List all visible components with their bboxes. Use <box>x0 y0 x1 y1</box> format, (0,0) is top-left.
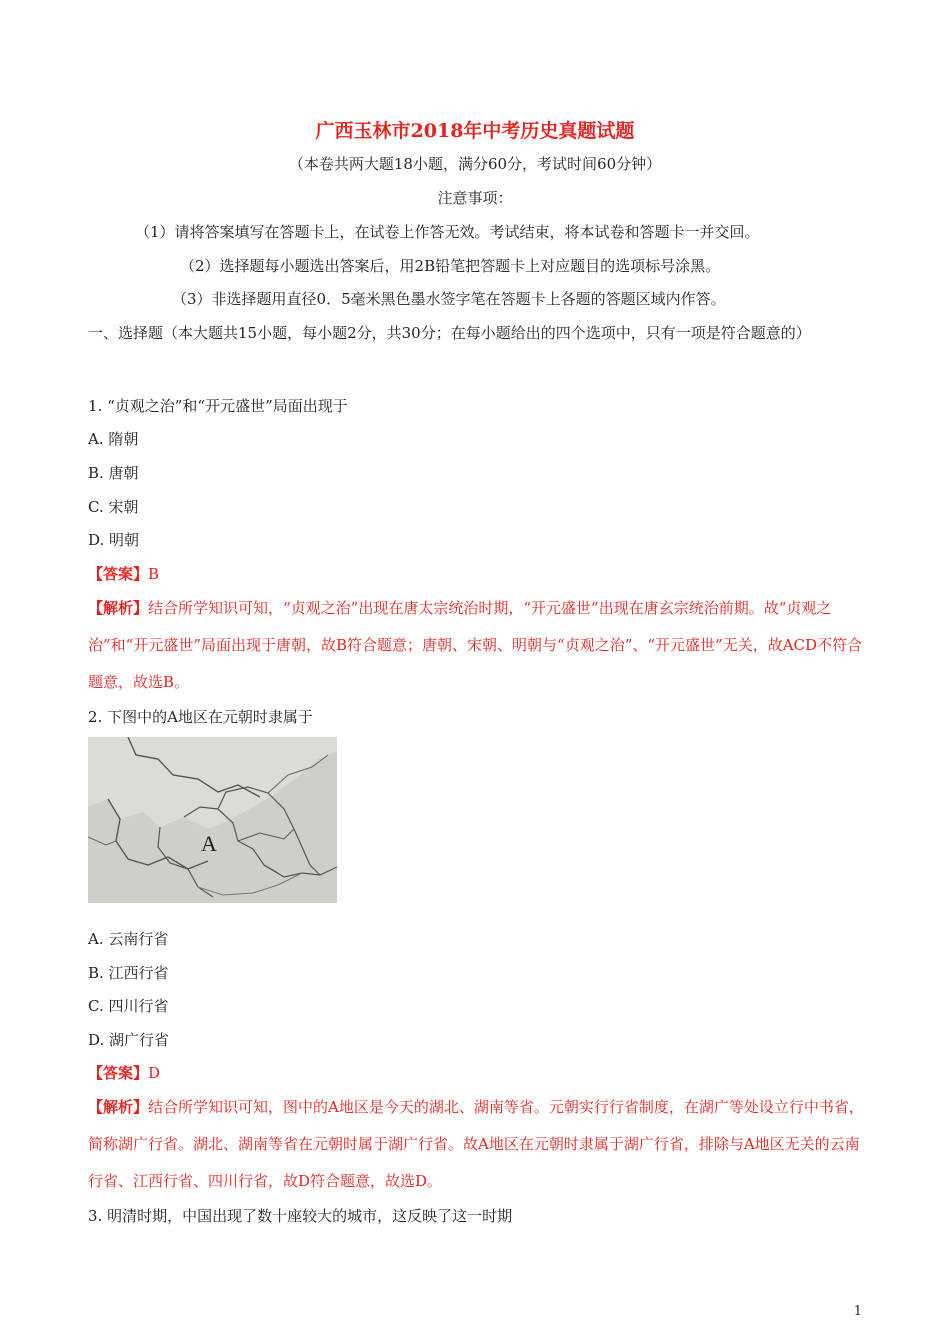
map-label-a: A <box>201 831 217 856</box>
page-number: 1 <box>853 1304 862 1319</box>
exam-subtitle: （本卷共两大题18小题，满分60分，考试时间60分钟） <box>288 155 662 173</box>
page-title: 广西玉林市2018年中考历史真题试题 <box>315 120 635 142</box>
q1-analysis: 【解析】结合所学知识可知，“贞观之治”出现在唐太宗统治时期，“开元盛世”出现在唐玄宗统治前期。故“贞观之治”和“开元盛世”局面出现于唐朝，故B符合题意；唐朝、宋朝、明朝与“贞观之治”、“开元盛世”无关，故ACD不符合题意，故选B。 <box>88 599 863 691</box>
q1-answer: 【答案】B <box>88 565 160 583</box>
q2-option-b: B. 江西行省 <box>88 964 169 982</box>
q2-option-c: C. 四川行省 <box>88 997 169 1015</box>
note-2: （2）选择题每小题选出答案后，用2B铅笔把答题卡上对应题目的选项标号涂黑。 <box>180 257 721 275</box>
question-2-stem: 2. 下图中的A地区在元朝时隶属于 <box>88 708 313 726</box>
map-image <box>88 737 337 903</box>
note-1: （1）请将答案填写在答题卡上，在试卷上作答无效。考试结束，将本试卷和答题卡一并交回。 <box>135 223 760 241</box>
q1-option-a: A. 隋朝 <box>88 430 139 448</box>
q1-option-c: C. 宋朝 <box>88 498 139 516</box>
q1-option-b: B. 唐朝 <box>88 464 139 482</box>
q1-option-d: D. 明朝 <box>88 531 140 549</box>
question-1-stem: 1. “贞观之治”和“开元盛世”局面出现于 <box>88 397 348 415</box>
q2-answer: 【答案】D <box>88 1064 161 1082</box>
note-3: （3）非选择题用直径0．5毫米黑色墨水签字笔在答题卡上各题的答题区域内作答。 <box>172 290 726 308</box>
section-1-heading: 一、选择题（本大题共15小题，每小题2分，共30分；在每小题给出的四个选项中，只有一项是符合题意的） <box>88 324 811 342</box>
q2-option-a: A. 云南行省 <box>88 930 169 948</box>
question-3-stem: 3. 明清时期，中国出现了数十座较大的城市，这反映了这一时期 <box>88 1207 513 1225</box>
q2-option-d: D. 湖广行省 <box>88 1031 170 1049</box>
notes-heading: 注意事项： <box>437 189 513 207</box>
q2-analysis: 【解析】结合所学知识可知，图中的A地区是今天的湖北、湖南等省。元朝实行行省制度，在湖广等处设立行中书省，简称湖广行省。湖北、湖南等省在元朝时属于湖广行省。故A地区在元朝时隶属于湖广行省，排除与A地区无关的云南行省、江西行省、四川行省，故D符合题意，故选D。 <box>88 1098 864 1190</box>
